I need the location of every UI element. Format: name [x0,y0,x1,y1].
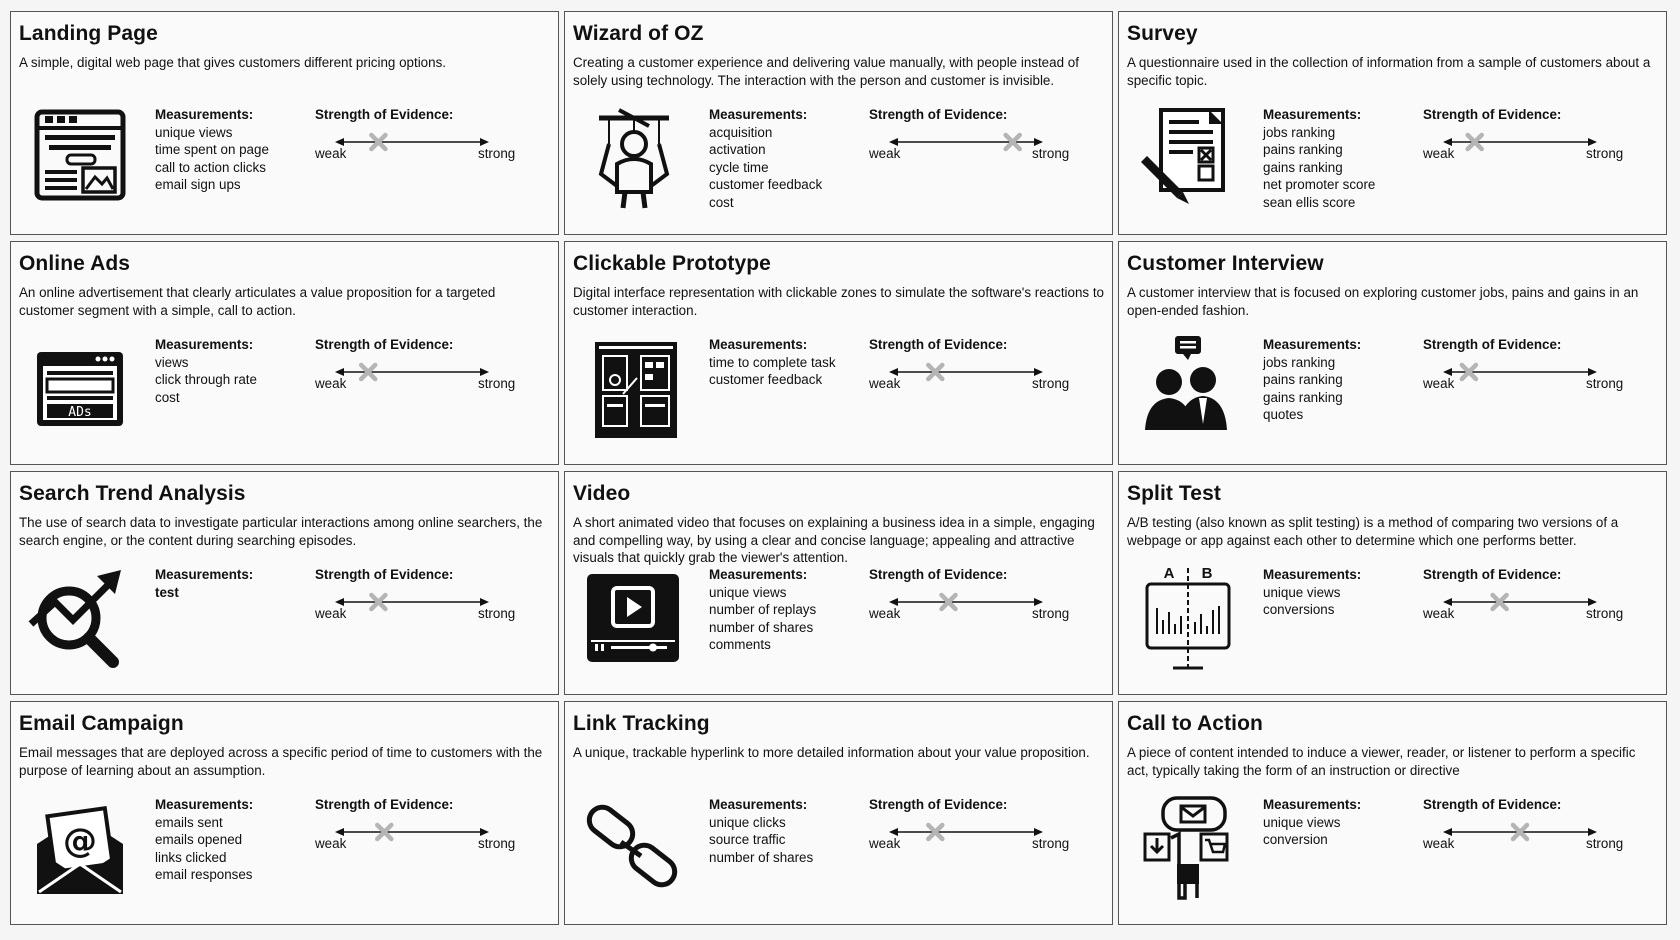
weak-label: weak [869,376,901,391]
experiment-card-5 [564,241,1113,465]
strength-of-evidence [1423,106,1633,166]
measurements-list [155,124,305,194]
card-title: Video [573,482,631,505]
scale-arrow-left [889,828,898,836]
measurements-label: Measurements: [155,567,254,582]
strength-label: Strength of Evidence: [1423,337,1562,352]
strength-of-evidence [315,796,525,856]
strong-label: strong [478,376,516,391]
measurements-label: Measurements: [155,337,254,352]
measurements-label: Measurements: [1263,337,1362,352]
email-icon [25,794,135,904]
measurement-item: unique clicks [709,814,786,830]
scale-arrow-right [480,138,489,146]
measurement-item: jobs ranking [1263,124,1336,140]
svg-text:ADs: ADs [68,405,92,420]
measurement-item: activation [709,142,766,157]
measurement-item: cost [155,389,180,405]
interview-icon [1133,334,1243,444]
measurements-label: Measurements: [709,797,808,812]
measurements-block [709,106,859,211]
strength-of-evidence [1423,566,1633,626]
card-title: Wizard of OZ [573,22,704,45]
weak-label: weak [869,606,901,621]
strong-label: strong [1032,146,1070,161]
card-title: Split Test [1127,482,1221,505]
measurement-item: number of replays [709,602,817,617]
scale-arrow-left [1443,828,1452,836]
survey-icon [1133,104,1243,214]
scale-arrow-left [889,138,898,146]
scale-arrow-left [335,138,344,146]
strength-label: Strength of Evidence: [1423,107,1562,122]
scale-arrow-left [889,368,898,376]
measurement-item: click through rate [155,372,257,387]
measurements-block [1263,796,1413,849]
measurements-block [1263,566,1413,619]
strong-label: strong [1032,836,1070,851]
scale-arrow-right [480,828,489,836]
experiment-card-12 [1118,701,1667,925]
measurements-block [1263,106,1413,211]
card-description: A short animated video that focuses on explaining a business idea in a simple, engaging and compelling way, by using a clear and concise language; appealing and attractive visuals that quickly grab the viewer's attention. [573,515,1095,565]
measurement-item: acquisition [709,124,773,140]
strength-of-evidence [869,336,1079,396]
card-title: Customer Interview [1127,252,1324,275]
scale-arrow-right [1588,598,1597,606]
weak-label: weak [315,606,347,621]
measurement-item: emails opened [155,832,243,847]
measurements-label: Measurements: [709,567,808,582]
card-description: An online advertisement that clearly articulates a value proposition for a targeted customer segment with a simple, call to action. [19,285,496,318]
card-title: Search Trend Analysis [19,482,246,505]
card-description: A questionnaire used in the collection of information from a sample of customers about a specific topic. [1127,55,1651,88]
scale-arrow-right [1034,138,1043,146]
measurement-item: gains ranking [1263,389,1343,405]
strong-label: strong [1586,606,1624,621]
measurement-item: email responses [155,867,253,882]
weak-label: weak [315,146,347,161]
measurement-item: pains ranking [1263,372,1343,387]
measurement-item: unique views [155,124,233,140]
measurement-item: links clicked [155,849,227,865]
card-title: Call to Action [1127,712,1263,735]
measurements-block [709,796,859,866]
card-title: Link Tracking [573,712,710,735]
strong-label: strong [478,606,516,621]
measurements-label: Measurements: [155,107,254,122]
measurement-item: net promoter score [1263,177,1376,192]
strong-label: strong [1032,376,1070,391]
scale-arrow-right [1034,368,1043,376]
card-description: Creating a customer experience and delivering value manually, with people instead of solely using technology. The interaction with the person and customer is invisible. [573,55,1079,88]
measurement-item: call to action clicks [155,159,266,175]
card-title: Clickable Prototype [573,252,771,275]
strong-label: strong [478,146,516,161]
strength-label: Strength of Evidence: [315,567,454,582]
strength-of-evidence [315,106,525,166]
measurement-item: cost [709,194,734,210]
strength-of-evidence [315,566,525,626]
card-description: The use of search data to investigate particular interactions among online searchers, the search engine, or the content during searching episodes. [19,515,543,548]
experiment-card-9 [1118,471,1667,695]
measurements-list [1263,584,1413,619]
measurement-item: test [155,584,179,600]
measurement-item: jobs ranking [1263,354,1336,370]
measurement-item: customer feedback [709,177,823,192]
strength-label: Strength of Evidence: [869,567,1008,582]
weak-label: weak [1423,146,1455,161]
strength-label: Strength of Evidence: [315,797,454,812]
measurement-item: email sign ups [155,177,241,192]
card-description: A piece of content intended to induce a viewer, reader, or listener to perform a specific act, typically taking the form of an instruction or directive [1127,745,1636,778]
measurement-item: time spent on page [155,142,269,157]
measurement-item: number of shares [709,619,814,635]
measurements-label: Measurements: [709,337,808,352]
card-description: A unique, trackable hyperlink to more detailed information about your value proposition. [573,745,1090,760]
measurement-item: unique views [1263,584,1341,600]
strength-of-evidence [1423,796,1633,856]
scale-arrow-left [335,598,344,606]
landing-page-icon-graphic [25,104,135,214]
card-description: A simple, digital web page that gives customers different pricing options. [19,55,446,70]
experiment-card-8 [564,471,1113,695]
measurements-block [1263,336,1413,424]
card-title: Online Ads [19,252,131,275]
experiment-card-7 [10,471,559,695]
scale-arrow-left [889,598,898,606]
search-trend-icon-graphic [25,564,135,674]
measurement-item: views [155,354,189,370]
experiment-cards-grid [10,11,1667,927]
measurement-item: gains ranking [1263,159,1343,175]
weak-label: weak [869,146,901,161]
strength-of-evidence [315,336,525,396]
weak-label: weak [1423,606,1455,621]
strength-of-evidence [869,566,1079,626]
link-icon-graphic [579,794,689,904]
strength-label: Strength of Evidence: [315,337,454,352]
measurements-block [709,566,859,654]
experiment-card-4 [10,241,559,465]
online-ads-icon-graphic [25,334,135,444]
interview-icon-graphic [1133,334,1243,444]
split-test-icon [1133,564,1243,674]
measurement-item: emails sent [155,814,223,830]
strength-label: Strength of Evidence: [315,107,454,122]
scale-arrow-right [1588,138,1597,146]
measurement-item: unique views [709,584,787,600]
video-icon-graphic [579,564,689,674]
split-a-text: A [1163,565,1175,582]
measurements-block [155,796,305,884]
measurements-label: Measurements: [709,107,808,122]
scale-arrow-left [1443,598,1452,606]
split-test-icon-graphic [1133,564,1243,674]
split-b-text: B [1201,565,1213,582]
strength-label: Strength of Evidence: [869,107,1008,122]
measurements-list [709,584,859,654]
card-description: Digital interface representation with clickable zones to simulate the software's reactions to customer interaction. [573,285,1105,318]
strength-label: Strength of Evidence: [869,337,1008,352]
prototype-icon-graphic [579,334,689,444]
puppet-icon-graphic [579,104,689,214]
scale-arrow-right [1034,598,1043,606]
experiment-card-6 [1118,241,1667,465]
measurements-list [709,814,859,867]
scale-arrow-left [1443,138,1452,146]
measurements-list [709,354,859,389]
weak-label: weak [869,836,901,851]
link-icon [579,794,689,904]
measurements-block [155,336,305,406]
card-title: Landing Page [19,22,158,45]
measurements-list [155,814,305,884]
strong-label: strong [1032,606,1070,621]
strength-of-evidence [869,106,1079,166]
card-title: Survey [1127,22,1198,45]
measurement-item: conversion [1263,832,1328,847]
measurement-item: source traffic [709,832,786,847]
scale-arrow-right [1588,368,1597,376]
measurement-item: cycle time [709,159,769,175]
online-ads-icon [25,334,135,444]
measurements-label: Measurements: [1263,107,1362,122]
measurement-item: comments [709,637,771,652]
measurements-list [1263,814,1413,849]
measurements-block [155,566,305,601]
experiment-card-3 [1118,11,1667,235]
card-description: A/B testing (also known as split testing) is a method of comparing two versions of a webpage or app against each other to determine which one performs better. [1127,515,1619,548]
measurement-item: unique views [1263,814,1341,830]
measurements-label: Measurements: [155,797,254,812]
strong-label: strong [1586,146,1624,161]
call-to-action-icon [1133,794,1243,904]
measurements-block [155,106,305,194]
measurement-item: quotes [1263,407,1304,422]
strong-label: strong [1586,836,1624,851]
measurements-list [1263,124,1413,212]
measurements-block [709,336,859,389]
prototype-icon [579,334,689,444]
measurements-list [155,354,305,407]
scale-arrow-right [480,598,489,606]
measurements-label: Measurements: [1263,567,1362,582]
weak-label: weak [315,836,347,851]
measurements-list [709,124,859,212]
survey-icon-graphic [1133,104,1243,214]
experiment-card-2 [564,11,1113,235]
measurement-item: time to complete task [709,354,836,370]
card-description: A customer interview that is focused on exploring customer jobs, pains and gains in an open-ended fashion. [1127,285,1639,318]
measurements-label: Measurements: [1263,797,1362,812]
scale-arrow-left [335,828,344,836]
card-description: Email messages that are deployed across a specific period of time to customers with the purpose of learning about an assumption. [19,745,543,778]
scale-arrow-left [335,368,344,376]
search-trend-icon [25,564,135,674]
call-to-action-icon-graphic [1133,794,1243,904]
weak-label: weak [1423,376,1455,391]
measurements-list [155,584,305,602]
scale-arrow-right [1588,828,1597,836]
card-title: Email Campaign [19,712,184,735]
measurement-item: sean ellis score [1263,194,1356,210]
strength-label: Strength of Evidence: [1423,797,1562,812]
strength-of-evidence [1423,336,1633,396]
experiment-card-1 [10,11,559,235]
strength-label: Strength of Evidence: [1423,567,1562,582]
email-icon-graphic [25,794,135,904]
strong-label: strong [1586,376,1624,391]
measurement-item: conversions [1263,602,1335,617]
measurements-list [1263,354,1413,424]
video-icon [579,564,689,674]
measurement-item: customer feedback [709,372,823,387]
strength-of-evidence [869,796,1079,856]
landing-page-icon [25,104,135,214]
measurement-item: pains ranking [1263,142,1343,157]
puppet-icon [579,104,689,214]
weak-label: weak [315,376,347,391]
scale-arrow-right [1034,828,1043,836]
scale-arrow-right [480,368,489,376]
strength-label: Strength of Evidence: [869,797,1008,812]
strong-label: strong [478,836,516,851]
scale-arrow-left [1443,368,1452,376]
measurement-item: number of shares [709,849,814,865]
svg-text:@: @ [63,821,97,861]
experiment-card-11 [564,701,1113,925]
weak-label: weak [1423,836,1455,851]
experiment-card-10 [10,701,559,925]
